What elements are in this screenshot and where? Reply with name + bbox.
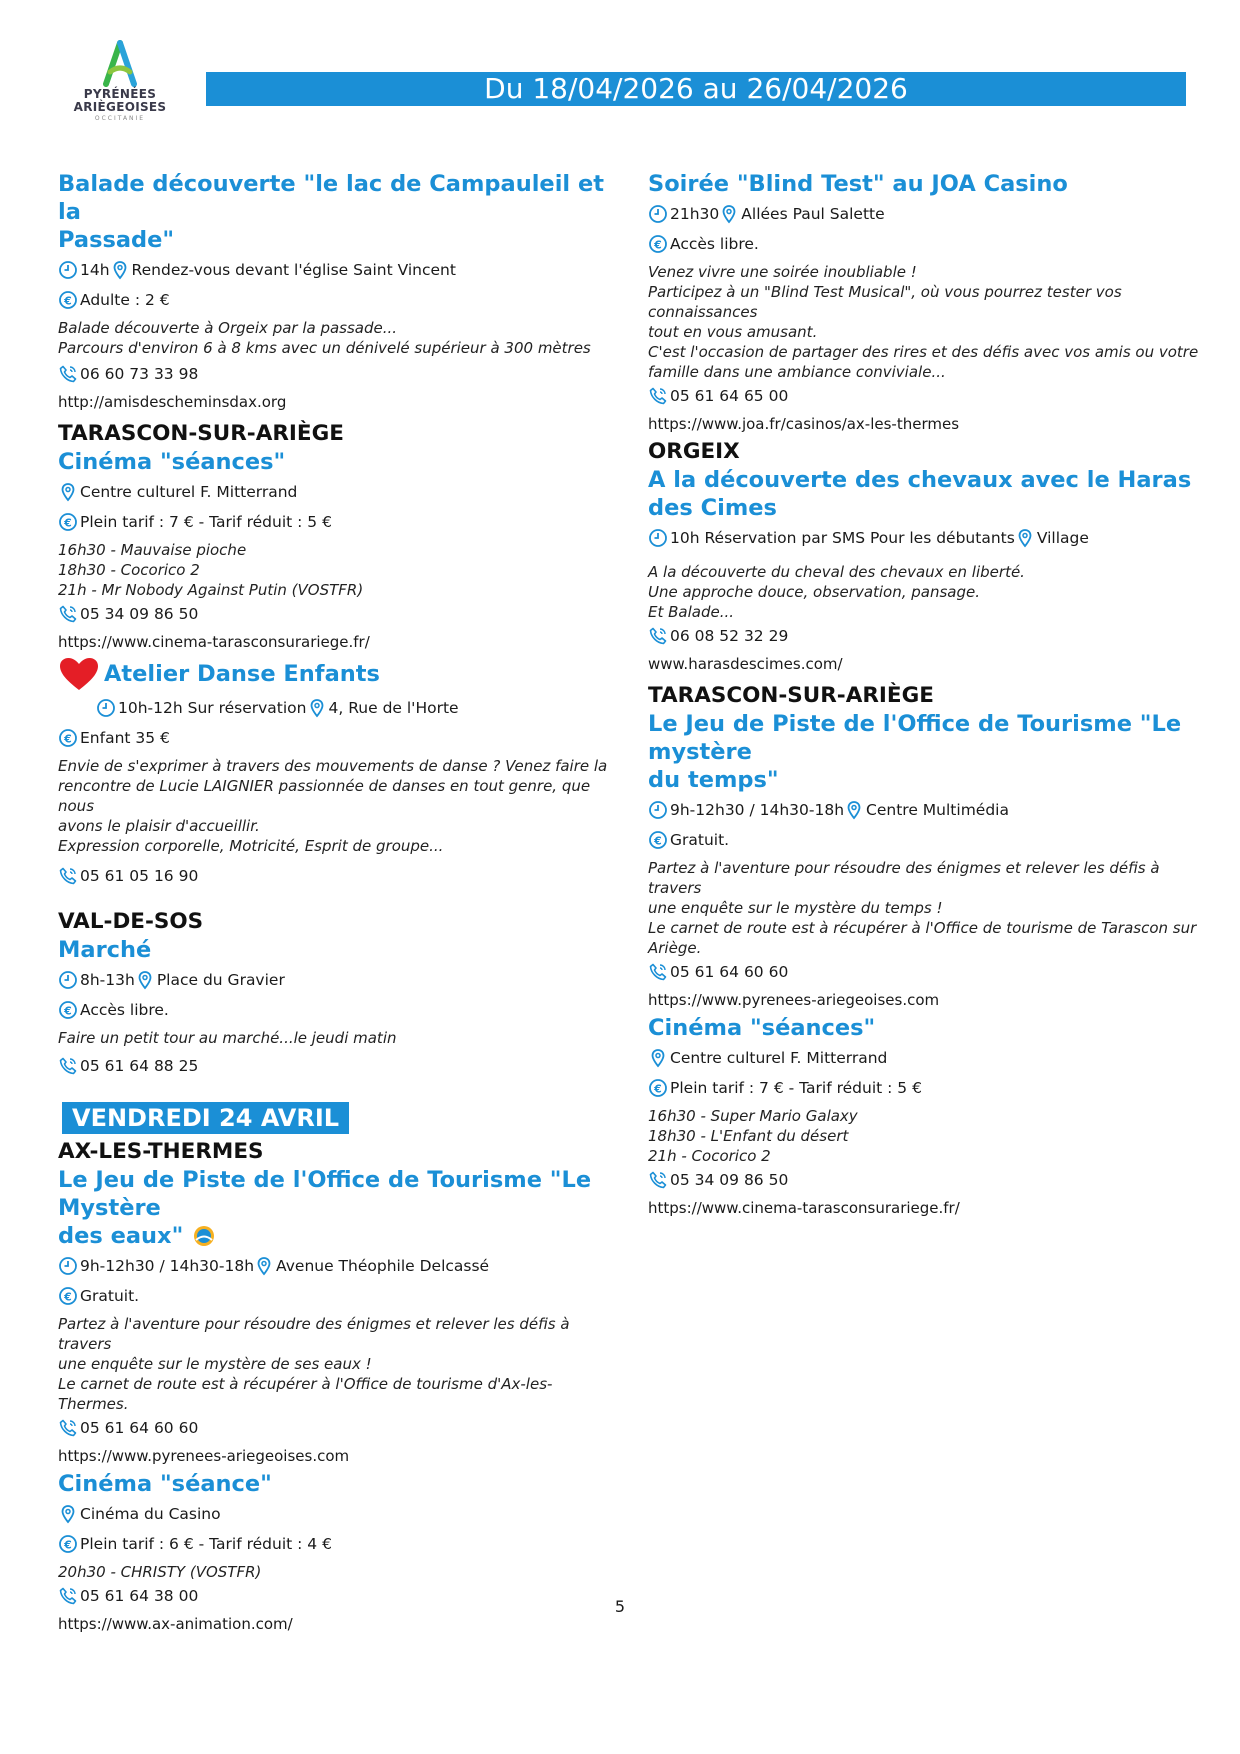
phone-icon — [58, 604, 78, 624]
euro-icon — [58, 1000, 78, 1020]
event-description: 16h30 - Super Mario Galaxy 18h30 - L'Enfant du désert 21h - Cocorico 2 — [648, 1107, 858, 1165]
euro-icon — [58, 512, 78, 532]
event-title: Cinéma "séances" — [648, 1015, 876, 1041]
event-price: Plein tarif : 6 € - Tarif réduit : 4 € — [80, 1535, 332, 1553]
event-place: Centre Multimédia — [866, 801, 1009, 819]
event-time: 10h Réservation par SMS Pour les débutants — [670, 529, 1015, 547]
event-description: A la découverte du cheval des chevaux en liberté. Une approche douce, observation, pansage. Et Balade... — [648, 563, 1025, 621]
event-title: Cinéma "séances" — [58, 449, 286, 475]
event-place: Cinéma du Casino — [80, 1505, 221, 1523]
event-title: Cinéma "séance" — [58, 1471, 272, 1497]
town-heading: AX-LES-THERMES — [58, 1139, 264, 1164]
event-price: Enfant 35 € — [80, 729, 170, 747]
event-atelier-danse — [58, 656, 618, 886]
event-link[interactable]: https://www.ax-animation.com/ — [58, 1615, 293, 1633]
phone-icon — [58, 1418, 78, 1438]
clock-icon — [96, 698, 116, 718]
event-blind-test — [648, 170, 1208, 434]
heart-icon — [58, 656, 100, 692]
event-phone[interactable]: 05 61 64 60 60 — [670, 963, 789, 981]
event-phone[interactable]: 06 60 73 33 98 — [80, 365, 199, 383]
logo-line-1: PYRÉNÉES — [83, 87, 157, 101]
day-heading: VENDREDI 24 AVRIL — [62, 1102, 349, 1134]
event-phone[interactable]: 05 61 64 60 60 — [80, 1419, 199, 1437]
event-marche — [58, 936, 618, 1076]
phone-icon — [58, 1056, 78, 1076]
event-phone[interactable]: 05 61 64 38 00 — [80, 1587, 199, 1605]
event-title: Soirée "Blind Test" au JOA Casino — [648, 171, 1068, 197]
event-description: Envie de s'exprimer à travers des mouvements de danse ? Venez faire la rencontre de Lucie LAIGNIER passionnée de danses en tout genre, que nous avons le plaisir d'accueillir. Expression corporelle, Motricité, Esprit de groupe... — [58, 757, 608, 855]
event-price: Gratuit. — [80, 1287, 140, 1305]
event-price: Adulte : 2 € — [80, 291, 170, 309]
event-title: Atelier Danse Enfants — [104, 661, 380, 687]
location-pin-icon — [254, 1256, 274, 1276]
phone-icon — [648, 386, 668, 406]
event-jeu-de-piste-tarascon — [648, 710, 1208, 1010]
event-link[interactable]: www.harasdescimes.com/ — [648, 655, 843, 673]
event-link[interactable]: http://amisdescheminsdax.org — [58, 393, 287, 411]
event-title-cont: des eaux" — [58, 1223, 184, 1249]
event-place: Village — [1036, 529, 1089, 547]
event-cinema-tarascon-2 — [648, 1014, 1208, 1218]
clock-icon — [58, 1256, 78, 1276]
location-pin-icon — [307, 698, 327, 718]
event-title-cont: Passade" — [58, 227, 175, 253]
event-phone[interactable]: 05 61 64 88 25 — [80, 1057, 199, 1075]
event-description: Faire un petit tour au marché...le jeudi matin — [58, 1029, 397, 1047]
page-number: 5 — [614, 1597, 626, 1616]
left-column — [58, 170, 618, 1634]
event-phone[interactable]: 05 34 09 86 50 — [670, 1171, 789, 1189]
event-price: Accès libre. — [670, 235, 759, 253]
clock-icon — [648, 528, 668, 548]
event-time: 14h — [80, 261, 110, 279]
event-link[interactable]: https://www.pyrenees-ariegeoises.com — [58, 1447, 350, 1465]
event-link[interactable]: https://www.cinema-tarasconsurariege.fr/ — [648, 1199, 960, 1217]
event-description: 16h30 - Mauvaise pioche 18h30 - Cocorico 2 21h - Mr Nobody Against Putin (VOSTFR) — [58, 541, 364, 599]
clock-icon — [58, 260, 78, 280]
event-place: Centre culturel F. Mitterrand — [80, 483, 298, 501]
clock-icon — [58, 970, 78, 990]
event-description: Partez à l'aventure pour résoudre des énigmes et relever les défis à travers une enquête sur le mystère du temps ! Le carnet de route est à récupérer à l'Office de tourisme de Tarascon sur Ariège. — [648, 859, 1197, 957]
clock-icon — [648, 204, 668, 224]
event-time: 21h30 — [670, 205, 720, 223]
event-time: 8h-13h — [80, 971, 135, 989]
location-pin-icon — [844, 800, 864, 820]
event-price: Plein tarif : 7 € - Tarif réduit : 5 € — [80, 513, 332, 531]
location-pin-icon — [1015, 528, 1035, 548]
euro-icon — [58, 1286, 78, 1306]
event-price: Accès libre. — [80, 1001, 169, 1019]
right-column — [648, 170, 1208, 1218]
event-place: Avenue Théophile Delcassé — [276, 1257, 490, 1275]
phone-icon — [648, 962, 668, 982]
euro-icon — [648, 1078, 668, 1098]
event-haras — [648, 466, 1208, 674]
family-label-icon — [191, 1224, 217, 1248]
euro-icon — [58, 290, 78, 310]
event-phone[interactable]: 05 34 09 86 50 — [80, 605, 199, 623]
location-pin-icon — [58, 1504, 78, 1524]
euro-icon — [58, 728, 78, 748]
event-title: Le Jeu de Piste de l'Office de Tourisme "Le Mystère — [58, 1167, 592, 1221]
event-link[interactable]: https://www.cinema-tarasconsurariege.fr/ — [58, 633, 370, 651]
logo-line-3: OCCITANIE — [94, 115, 146, 122]
event-time: 9h-12h30 / 14h30-18h — [80, 1257, 255, 1275]
event-link[interactable]: https://www.joa.fr/casinos/ax-les-thermes — [648, 415, 960, 433]
event-description: 20h30 - CHRISTY (VOSTFR) — [58, 1563, 262, 1581]
event-title: Marché — [58, 937, 152, 963]
euro-icon — [648, 234, 668, 254]
event-phone[interactable]: 05 61 05 16 90 — [80, 867, 199, 885]
event-description: Venez vivre une soirée inoubliable ! Participez à un "Blind Test Musical", où vous pourrez tester vos connaissances tout en vous amusant. C'est l'occasion de partager des rires et des défis avec vos amis ou votre famille dans une ambiance conviviale... — [648, 263, 1199, 381]
town-heading: TARASCON-SUR-ARIÈGE — [648, 683, 934, 708]
event-title: Le Jeu de Piste de l'Office de Tourisme "Le mystère — [648, 711, 1182, 765]
logo-mark-icon — [100, 40, 140, 88]
logo-line-2: ARIÈGEOISES — [73, 100, 167, 114]
event-description: Balade découverte à Orgeix par la passade... Parcours d'environ 6 à 8 kms avec un dénivelé supérieur à 300 mètres — [58, 319, 591, 357]
location-pin-icon — [135, 970, 155, 990]
event-title: A la découverte des chevaux avec le Haras des Cimes — [648, 467, 1192, 521]
event-jeu-de-piste-ax — [58, 1166, 618, 1466]
euro-icon — [648, 830, 668, 850]
event-description: Partez à l'aventure pour résoudre des énigmes et relever les défis à travers une enquête sur le mystère de ses eaux ! Le carnet de route est à récupérer à l'Office de tourisme d'Ax-les-Thermes. — [58, 1315, 570, 1413]
date-range-banner: Du 18/04/2026 au 26/04/2026 — [206, 72, 1186, 106]
town-heading: TARASCON-SUR-ARIÈGE — [58, 421, 344, 446]
event-place: Place du Gravier — [156, 971, 285, 989]
event-place: Rendez-vous devant l'église Saint Vincent — [131, 261, 456, 279]
event-place: Centre culturel F. Mitterrand — [670, 1049, 888, 1067]
location-pin-icon — [58, 482, 78, 502]
town-heading: VAL-DE-SOS — [58, 909, 204, 934]
event-phone[interactable]: 06 08 52 32 29 — [670, 627, 789, 645]
clock-icon — [648, 800, 668, 820]
event-title-cont: du temps" — [648, 767, 779, 793]
town-heading: ORGEIX — [648, 439, 740, 464]
event-price: Gratuit. — [670, 831, 730, 849]
event-link[interactable]: https://www.pyrenees-ariegeoises.com — [648, 991, 940, 1009]
location-pin-icon — [648, 1048, 668, 1068]
event-time: 10h-12h Sur réservation — [118, 699, 307, 717]
euro-icon — [58, 1534, 78, 1554]
phone-icon — [58, 364, 78, 384]
event-balade — [58, 170, 618, 412]
phone-icon — [58, 866, 78, 886]
logo — [70, 40, 170, 135]
event-cinema-tarascon — [58, 448, 618, 652]
event-place: Allées Paul Salette — [741, 205, 885, 223]
event-time: 9h-12h30 / 14h30-18h — [670, 801, 845, 819]
phone-icon — [648, 626, 668, 646]
event-place: 4, Rue de l'Horte — [328, 699, 459, 717]
phone-icon — [648, 1170, 668, 1190]
event-price: Plein tarif : 7 € - Tarif réduit : 5 € — [670, 1079, 922, 1097]
event-title: Balade découverte "le lac de Campauleil et la — [58, 171, 604, 225]
event-phone[interactable]: 05 61 64 65 00 — [670, 387, 789, 405]
location-pin-icon — [110, 260, 130, 280]
location-pin-icon — [719, 204, 739, 224]
